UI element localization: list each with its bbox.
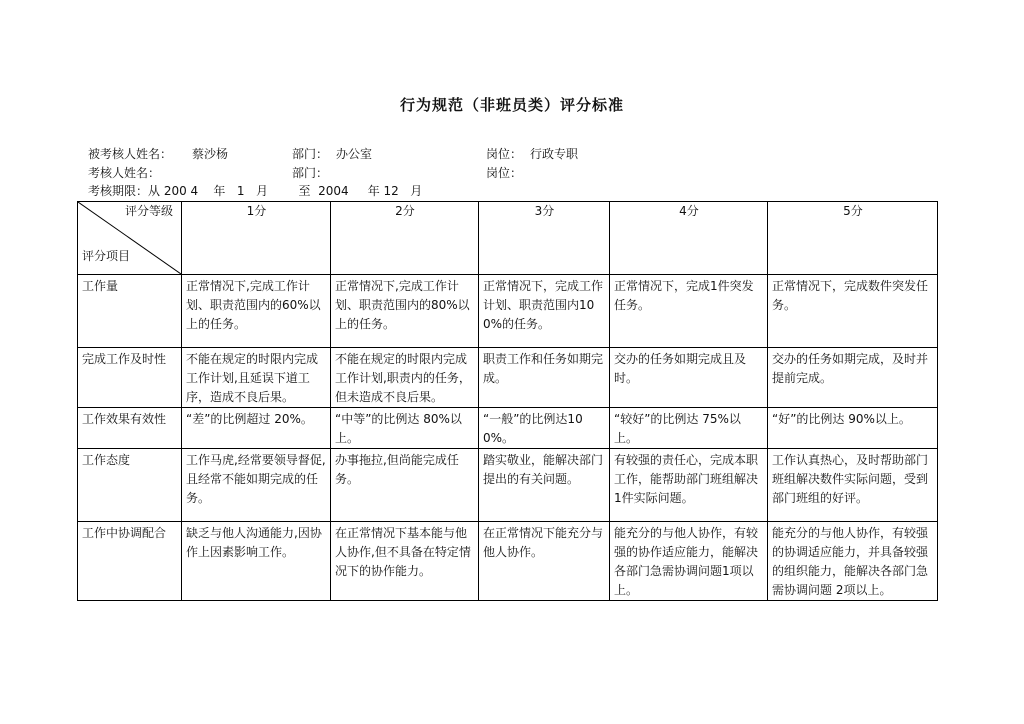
post-label: 岗位： xyxy=(486,147,523,161)
criteria-cell: 正常情况下，完成工作计划、职责范围内100%的任务。 xyxy=(479,275,610,348)
assessor-label: 考核人姓名： xyxy=(88,166,161,180)
dept-value: 办公室 xyxy=(336,147,373,161)
criteria-cell: 在正常情况下能充分与他人协作。 xyxy=(479,522,610,601)
criteria-cell: 有较强的责任心，完成本职工作，能帮助部门班组解决1件实际问题。 xyxy=(610,449,768,522)
assessment-period: 考核期限：从 200 4 年 1 月 至 2004 年 12 月 xyxy=(88,184,423,198)
criteria-cell: “中等”的比例达 80%以上。 xyxy=(331,408,479,449)
corner-grade-label: 评分等级 xyxy=(124,204,173,218)
criteria-cell: “一般”的比例达100%。 xyxy=(479,408,610,449)
grade-header: 1分 xyxy=(182,202,331,275)
criteria-cell: 缺乏与他人沟通能力,因协作上因素影响工作。 xyxy=(182,522,331,601)
criteria-cell: “差”的比例超过 20%。 xyxy=(182,408,331,449)
assessor-dept-label: 部门： xyxy=(292,166,329,180)
table-row xyxy=(78,348,938,408)
criteria-cell: 正常情况下，完成数件突发任务。 xyxy=(768,275,938,348)
header-row xyxy=(78,202,938,275)
criteria-cell: 正常情况下,完成工作计划、职责范围内的80%以上的任务。 xyxy=(331,275,479,348)
grade-header: 2分 xyxy=(331,202,479,275)
criteria-cell: 职责工作和任务如期完成。 xyxy=(479,348,610,408)
scoring-table xyxy=(77,201,938,601)
page-title: 行为规范（非班员类）评分标准 xyxy=(399,96,624,114)
criteria-cell: “好”的比例达 90%以上。 xyxy=(768,408,938,449)
item-label: 工作量 xyxy=(78,275,182,348)
criteria-cell: 工作马虎,经常要领导督促,且经常不能如期完成的任务。 xyxy=(182,449,331,522)
grade-header: 5分 xyxy=(768,202,938,275)
criteria-cell: 工作认真热心，及时帮助部门班组解决数件实际问题，受到部门班组的好评。 xyxy=(768,449,938,522)
corner-item-label: 评分项目 xyxy=(82,249,131,263)
table-row xyxy=(78,408,938,449)
criteria-cell: 办事拖拉,但尚能完成任务。 xyxy=(331,449,479,522)
table-row xyxy=(78,275,938,348)
dept-label: 部门： xyxy=(292,147,329,161)
table-row xyxy=(78,522,938,601)
post-value: 行政专职 xyxy=(530,147,579,161)
assessee-name: 蔡沙杨 xyxy=(192,147,229,161)
assessee-label: 被考核人姓名： xyxy=(88,147,173,161)
criteria-cell: 踏实敬业，能解决部门提出的有关问题。 xyxy=(479,449,610,522)
criteria-cell: 正常情况下,完成工作计划、职责范围内的60%以上的任务。 xyxy=(182,275,331,348)
criteria-cell: 不能在规定的时限内完成工作计划,职责内的任务，但未造成不良后果。 xyxy=(331,348,479,408)
corner-header-cell xyxy=(78,202,182,275)
item-label: 完成工作及时性 xyxy=(78,348,182,408)
criteria-cell: 不能在规定的时限内完成工作计划,且延误下道工序，造成不良后果。 xyxy=(182,348,331,408)
criteria-cell: 正常情况下，完成1件突发任务。 xyxy=(610,275,768,348)
criteria-cell: 在正常情况下基本能与他人协作,但不具备在特定情况下的协作能力。 xyxy=(331,522,479,601)
assessor-post-label: 岗位： xyxy=(486,166,523,180)
criteria-cell: 交办的任务如期完成且及时。 xyxy=(610,348,768,408)
item-label: 工作态度 xyxy=(78,449,182,522)
grade-header: 3分 xyxy=(479,202,610,275)
item-label: 工作效果有效性 xyxy=(78,408,182,449)
criteria-cell: “较好”的比例达 75%以上。 xyxy=(610,408,768,449)
criteria-cell: 能充分的与他人协作，有较强的协作适应能力，能解决各部门急需协调问题1项以上。 xyxy=(610,522,768,601)
criteria-cell: 交办的任务如期完成，及时并提前完成。 xyxy=(768,348,938,408)
grade-header: 4分 xyxy=(610,202,768,275)
item-label: 工作中协调配合 xyxy=(78,522,182,601)
criteria-cell: 能充分的与他人协作，有较强的协调适应能力，并具备较强的组织能力，能解决各部门急需协调问题 2项以上。 xyxy=(768,522,938,601)
table-row xyxy=(78,449,938,522)
